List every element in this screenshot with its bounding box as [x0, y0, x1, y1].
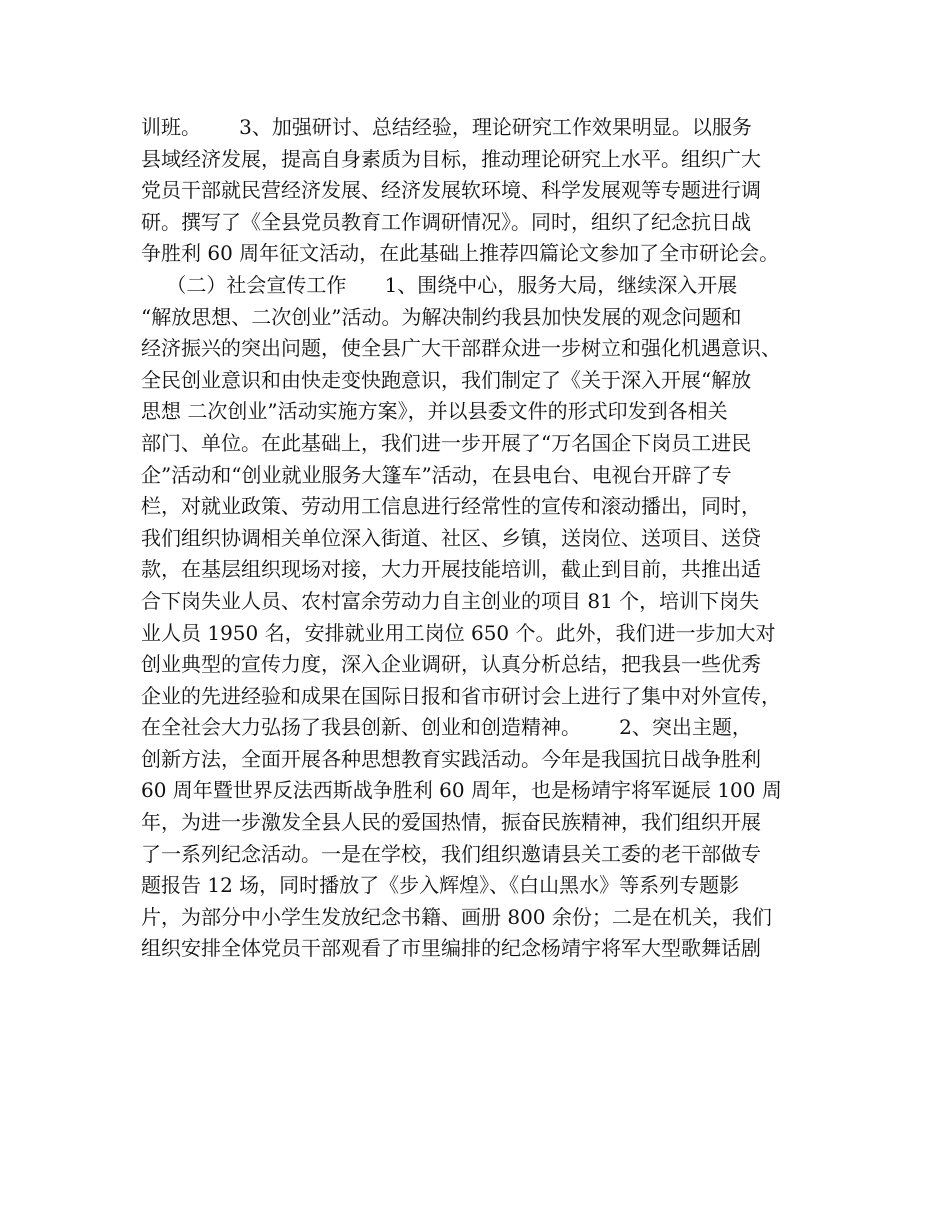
text-line-20: 在全社会大力弘扬了我县创新、创业和创造精神。 2、突出主题，: [141, 715, 752, 740]
text-line-16: 合下岗失业人员、农村富余劳动力自主创业的项目 81 个，培训下岗失: [141, 588, 760, 613]
body-text: [141, 112, 821, 965]
text-line-25: 题报告 12 场，同时播放了《步入辉煌》、《白山黑水》等系列专题影: [141, 873, 740, 898]
text-line-15: 款，在基层组织现场对接，大力开展技能培训，截止到目前，共推出适: [141, 557, 761, 582]
text-line-12: 企”活动和“创业就业服务大篷车”活动，在县电台、电视台开辟了专: [141, 462, 732, 487]
text-line-27: 组织安排全体党员干部观看了市里编排的纪念杨靖宇将军大型歌舞话剧: [141, 936, 761, 961]
text-line-1: 训班。 3、加强研讨、总结经验，理论研究工作效果明显。以服务: [141, 115, 752, 139]
text-line-19: 企业的先进经验和成果在国际日报和省市研讨会上进行了集中对外宣传，: [141, 683, 781, 708]
text-line-14: 我们组织协调相关单位深入街道、社区、乡镇，送岗位、送项目、送贷: [141, 525, 761, 550]
text-line-5: 争胜利 60 周年征文活动，在此基础上推荐四篇论文参加了全市研论会。: [141, 241, 780, 266]
text-line-26: 片，为部分中小学生发放纪念书籍、画册 800 余份；二是在机关，我们: [141, 904, 772, 929]
text-line-2: 县域经济发展，提高自身素质为目标，推动理论研究上水平。组织广大: [141, 146, 761, 171]
text-line-4: 研。撰写了《全县党员教育工作调研情况》。同时，组织了纪念抗日战: [141, 209, 751, 234]
text-line-3: 党员干部就民营经济发展、经济发展软环境、科学发展观等专题进行调: [141, 178, 761, 203]
text-line-9: 全民创业意识和由快走变快跑意识，我们制定了《关于深入开展“解放: [141, 367, 752, 392]
text-line-10: 思想 二次创业”活动实施方案》，并以县委文件的形式印发到各相关: [141, 399, 728, 424]
text-line-8: 经济振兴的突出问题，使全县广大干部群众进一步树立和强化机遇意识、: [141, 336, 781, 361]
text-line-18: 创业典型的宣传力度，深入企业调研，认真分析总结，把我县一些优秀: [141, 652, 761, 677]
text-line-6: （二）社会宣传工作 1、围绕中心，服务大局，继续深入开展: [141, 272, 738, 297]
text-line-23: 年，为进一步激发全县人民的爱国热情，振奋民族精神，我们组织开展: [141, 810, 761, 835]
text-line-22: 60 周年暨世界反法西斯战争胜利 60 周年，也是杨靖宇将军诞辰 100 周: [141, 778, 782, 803]
text-line-21: 创新方法，全面开展各种思想教育实践活动。今年是我国抗日战争胜利: [141, 746, 761, 771]
text-line-17: 业人员 1950 名，安排就业用工岗位 650 个。此外，我们进一步加大对: [141, 620, 776, 645]
text-line-7: “解放思想、二次创业”活动。为解决制约我县加快发展的观念问题和: [141, 304, 742, 329]
text-line-24: 了一系列纪念活动。一是在学校，我们组织邀请县关工委的老干部做专: [141, 841, 761, 866]
text-line-13: 栏，对就业政策、劳动用工信息进行经常性的宣传和滚动播出，同时，: [141, 494, 761, 519]
text-line-11: 部门、单位。在此基础上，我们进一步开展了“万名国企下岗员工进民: [141, 430, 752, 455]
